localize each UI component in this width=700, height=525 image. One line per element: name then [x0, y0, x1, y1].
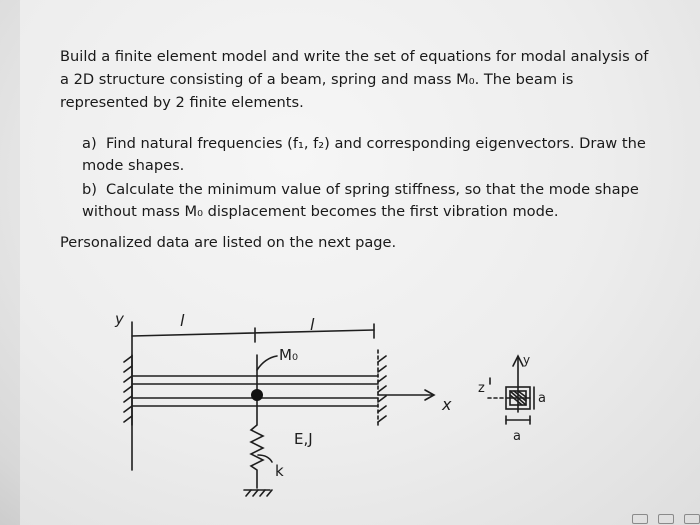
x-axis-label: x — [442, 395, 452, 414]
task-a-text: Find natural frequencies (f₁, f₂) and corresponding eigenvectors. Draw the mode shapes. — [82, 135, 646, 174]
note-text: Personalized data are listed on the next page. — [60, 234, 397, 251]
task-b-label: b) — [82, 181, 97, 198]
spring-label: k — [275, 462, 284, 480]
section-y-label: y — [523, 353, 531, 367]
taskbar-icon — [632, 514, 648, 524]
right-fixed-support — [378, 350, 386, 425]
length-label-2: l — [310, 315, 315, 334]
left-fixed-support — [124, 355, 132, 425]
task-b-text: Calculate the minimum value of spring stiffness, so that the mode shape without mass M₀ displacement becomes the first vibration mode. — [82, 181, 639, 220]
beam-props-label: E,J — [294, 430, 313, 448]
device-taskbar — [540, 512, 700, 525]
taskbar-icon — [658, 514, 674, 524]
y-axis-label: y — [115, 310, 124, 328]
length-label-1: l — [180, 311, 185, 330]
section-width-label: a — [513, 429, 521, 444]
task-a-label: a) — [82, 135, 97, 152]
mass-point — [251, 389, 263, 401]
spring-ground — [244, 490, 272, 496]
mass-label: M₀ — [279, 346, 298, 364]
dimension-line — [132, 330, 374, 336]
z-axis-label: z — [478, 381, 485, 396]
section-height-label: a — [538, 391, 546, 406]
spring — [251, 398, 263, 488]
problem-intro: Build a finite element model and write the set of equations for modal analysis of a 2D structure consisting of a beam, spring and mass M₀. The beam is represented by 2 finite elements. — [60, 48, 649, 111]
mass-leader-curve — [257, 356, 277, 370]
taskbar-icon — [684, 514, 700, 524]
